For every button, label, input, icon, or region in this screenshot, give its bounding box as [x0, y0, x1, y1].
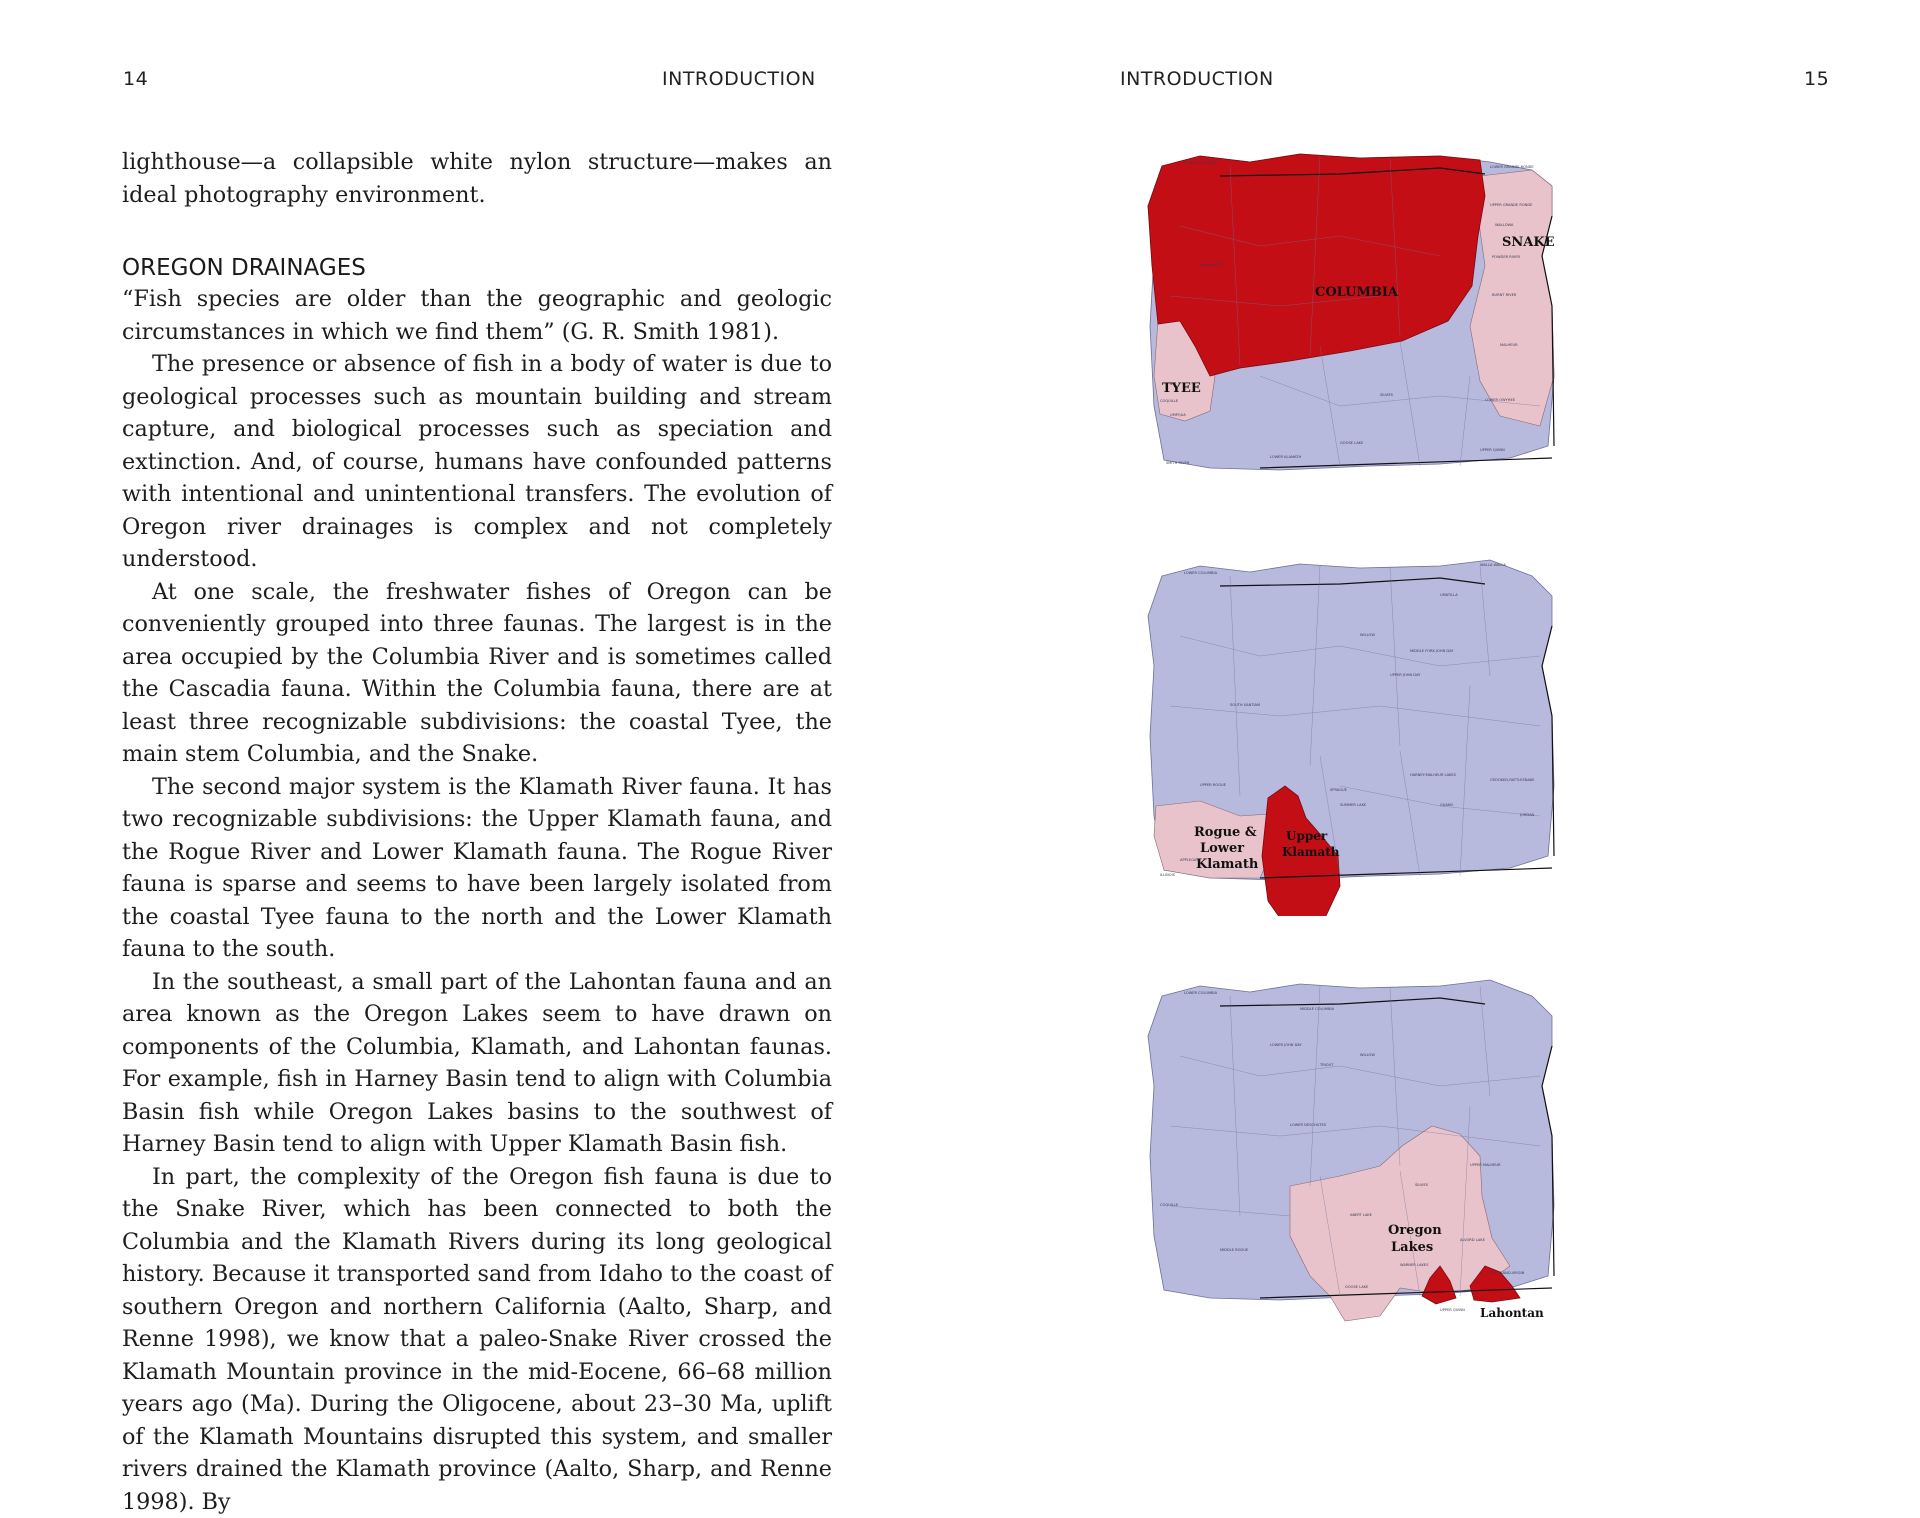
paragraph-4: At one scale, the freshwater fishes of Oregon can be conveniently grouped into three faunas. The largest is in the area occupied by the Columbia River and is sometimes called the Cascadia fauna. Within the Columbia fauna, there are at least three recognizable subdivisions: the coastal Tyee, the main stem Columbia, and the Snake. [122, 576, 832, 771]
map2-basin: SUMMER LAKE [1340, 803, 1367, 807]
map2-basin: APPLEGATE [1180, 858, 1201, 862]
left-running-head: INTRODUCTION [662, 68, 816, 90]
map3-label-oregon: Oregon [1388, 1223, 1442, 1238]
map2-label-klamath: Klamath [1196, 857, 1259, 872]
paragraph-1: lighthouse—a collapsible white nylon structure—makes an ideal photography environment. [122, 146, 832, 211]
map1-basin: LOWER KLAMATH [1270, 455, 1302, 459]
map-2-svg [1140, 556, 1580, 916]
paragraph-7: In part, the complexity of the Oregon fish fauna is due to the Snake River, which has been connected to both the Columbia and the Klamath Rivers during its long geological history. Because it transported sand from Idaho to the coast of southern Oregon and northern California (Aalto, Sharp, and Renne 1998), we know that a paleo-Snake River crossed the Klamath Mountain province in the mid-Eocene, 66–68 million years ago (Ma). During the Oligocene, about 23–30 Ma, uplift of the Klamath Mountains disrupted this system, and smaller rivers drained the Klamath province (Aalto, Sharp, and Renne 1998). By [122, 1161, 832, 1518]
map3-basin: WILLOW [1360, 1053, 1375, 1057]
map1-basin: LOWER OWYHEE [1485, 398, 1516, 402]
map-3-svg [1140, 976, 1580, 1336]
paragraph-3: The presence or absence of fish in a body of water is due to geological processes such as mountain building and stream capture, and biological processes such as speciation and extinction. And, of course, humans have confounded patterns with intentional and unintentional transfers. The evolution of Oregon river drainages is complex and not completely understood. [122, 348, 832, 576]
map1-label-tyee: TYEE [1162, 381, 1201, 396]
map2-basin: CROOKED-RATTLESNAKE [1490, 778, 1535, 782]
map1-basin: LOWER COLUMBIA [1184, 161, 1218, 165]
map-1-svg [1140, 146, 1580, 506]
map3-basin: ALVORD LAKE [1460, 1238, 1486, 1242]
map1-basin: BURNT RIVER [1492, 293, 1517, 297]
map1-basin: LOWER GRANDE RONDE [1490, 165, 1534, 169]
map1-basin: UPPER GRANDE RONDE [1490, 203, 1533, 207]
map1-basin: MALHEUR [1500, 343, 1518, 347]
map2-label-upper-klamath: Klamath [1282, 845, 1340, 859]
map2-basin: JORDAN [1519, 813, 1535, 817]
oregon-drainage-map-columbia [1140, 146, 1580, 506]
body-text [122, 146, 832, 1518]
map3-basin: SILVIES [1415, 1183, 1429, 1187]
map2-label-upper: Upper [1286, 829, 1328, 843]
map2-basin: SPRAGUE [1330, 788, 1348, 792]
map1-label-snake: SNAKE [1502, 235, 1555, 250]
map3-basin: ABERT LAKE [1350, 1213, 1373, 1217]
map3-basin: LOWER JOHN DAY [1270, 1043, 1302, 1047]
map3-label-lahontan: Lahontan [1480, 1306, 1544, 1320]
map2-basin: LOWER COLUMBIA [1184, 571, 1218, 575]
map2-basin: MIDDLE FORK JOHN DAY [1410, 649, 1454, 653]
map1-basin: UPPER QUINN [1480, 448, 1505, 452]
map1-basin: WALLOWA [1495, 223, 1514, 227]
map2-basin: ILLINOIS [1160, 873, 1176, 877]
left-page-number: 14 [123, 68, 148, 90]
map1-label-columbia: COLUMBIA [1315, 285, 1399, 300]
right-page-number: 15 [1804, 68, 1829, 90]
map2-basin: WALLA WALLA [1480, 563, 1506, 567]
map1-basin: GOOSE LAKE [1340, 441, 1364, 445]
map2-label-rogue: Rogue & [1194, 825, 1257, 840]
map1-basin: SILVIES [1380, 393, 1394, 397]
map2-basin: UPPER ROGUE [1200, 783, 1227, 787]
map3-label-lakes: Lakes [1391, 1240, 1433, 1255]
map2-basin: UMATILLA [1440, 593, 1458, 597]
map3-basin: GOOSE LAKE [1345, 1285, 1369, 1289]
map2-basin: GUANO [1440, 803, 1454, 807]
map1-basin: SMITH RIVER [1166, 461, 1190, 465]
map1-basin: WILLAMETTE [1200, 263, 1224, 267]
oregon-drainage-map-lakes [1140, 976, 1580, 1336]
map1-basin: POWDER RIVER [1492, 255, 1521, 259]
map3-basin: COQUILLE [1160, 1203, 1179, 1207]
map3-basin: MIDDLE COLUMBIA [1300, 1007, 1335, 1011]
map2-label-lower: Lower [1200, 841, 1244, 856]
paragraph-5: The second major system is the Klamath River fauna. It has two recognizable subdivisions: the Upper Klamath fauna, and the Rogue River and Lower Klamath fauna. The Rogue River fauna is sparse and seems to have been largely isolated from the coastal Tyee fauna to the north and the Lower Klamath fauna to the south. [122, 771, 832, 966]
map1-basin: UMPQUA [1170, 413, 1186, 417]
map3-basin: UPPER MALHEUR [1470, 1163, 1501, 1167]
map2-basin: SOUTH SANTIAM [1230, 703, 1260, 707]
section-heading: OREGON DRAINAGES [122, 253, 832, 283]
map3-basin: MIDDLE ROGUE [1220, 1248, 1249, 1252]
map3-basin: LOWER COLUMBIA [1184, 991, 1218, 995]
map2-basin: UPPER JOHN DAY [1390, 673, 1421, 677]
map1-basin: COQUILLE [1160, 399, 1179, 403]
map2-basin: HARNEY-MALHEUR LAKES [1410, 773, 1457, 777]
epigraph: “Fish species are older than the geographic and geologic circumstances in which we find them” (G. R. Smith 1981). [122, 283, 832, 348]
paragraph-6: In the southeast, a small part of the Lahontan fauna and an area known as the Oregon Lakes seem to have drawn on components of the Columbia, Klamath, and Lahontan faunas. For example, fish in Harney Basin tend to align with Columbia Basin fish while Oregon Lakes basins to the southwest of Harney Basin tend to align with Upper Klamath Basin fish. [122, 966, 832, 1161]
oregon-drainage-map-klamath [1140, 556, 1580, 916]
map3-basin: THOUSAND-VIRGIN [1489, 1271, 1525, 1275]
map3-basin: WARNER LAKES [1400, 1263, 1429, 1267]
map3-basin: LOWER DESCHUTES [1290, 1123, 1327, 1127]
right-running-head: INTRODUCTION [1120, 68, 1274, 90]
map3-basin: UPPER QUINN [1440, 1308, 1465, 1312]
map3-basin: TRIOUT [1319, 1063, 1334, 1067]
map2-basin: WILLOW [1360, 633, 1375, 637]
